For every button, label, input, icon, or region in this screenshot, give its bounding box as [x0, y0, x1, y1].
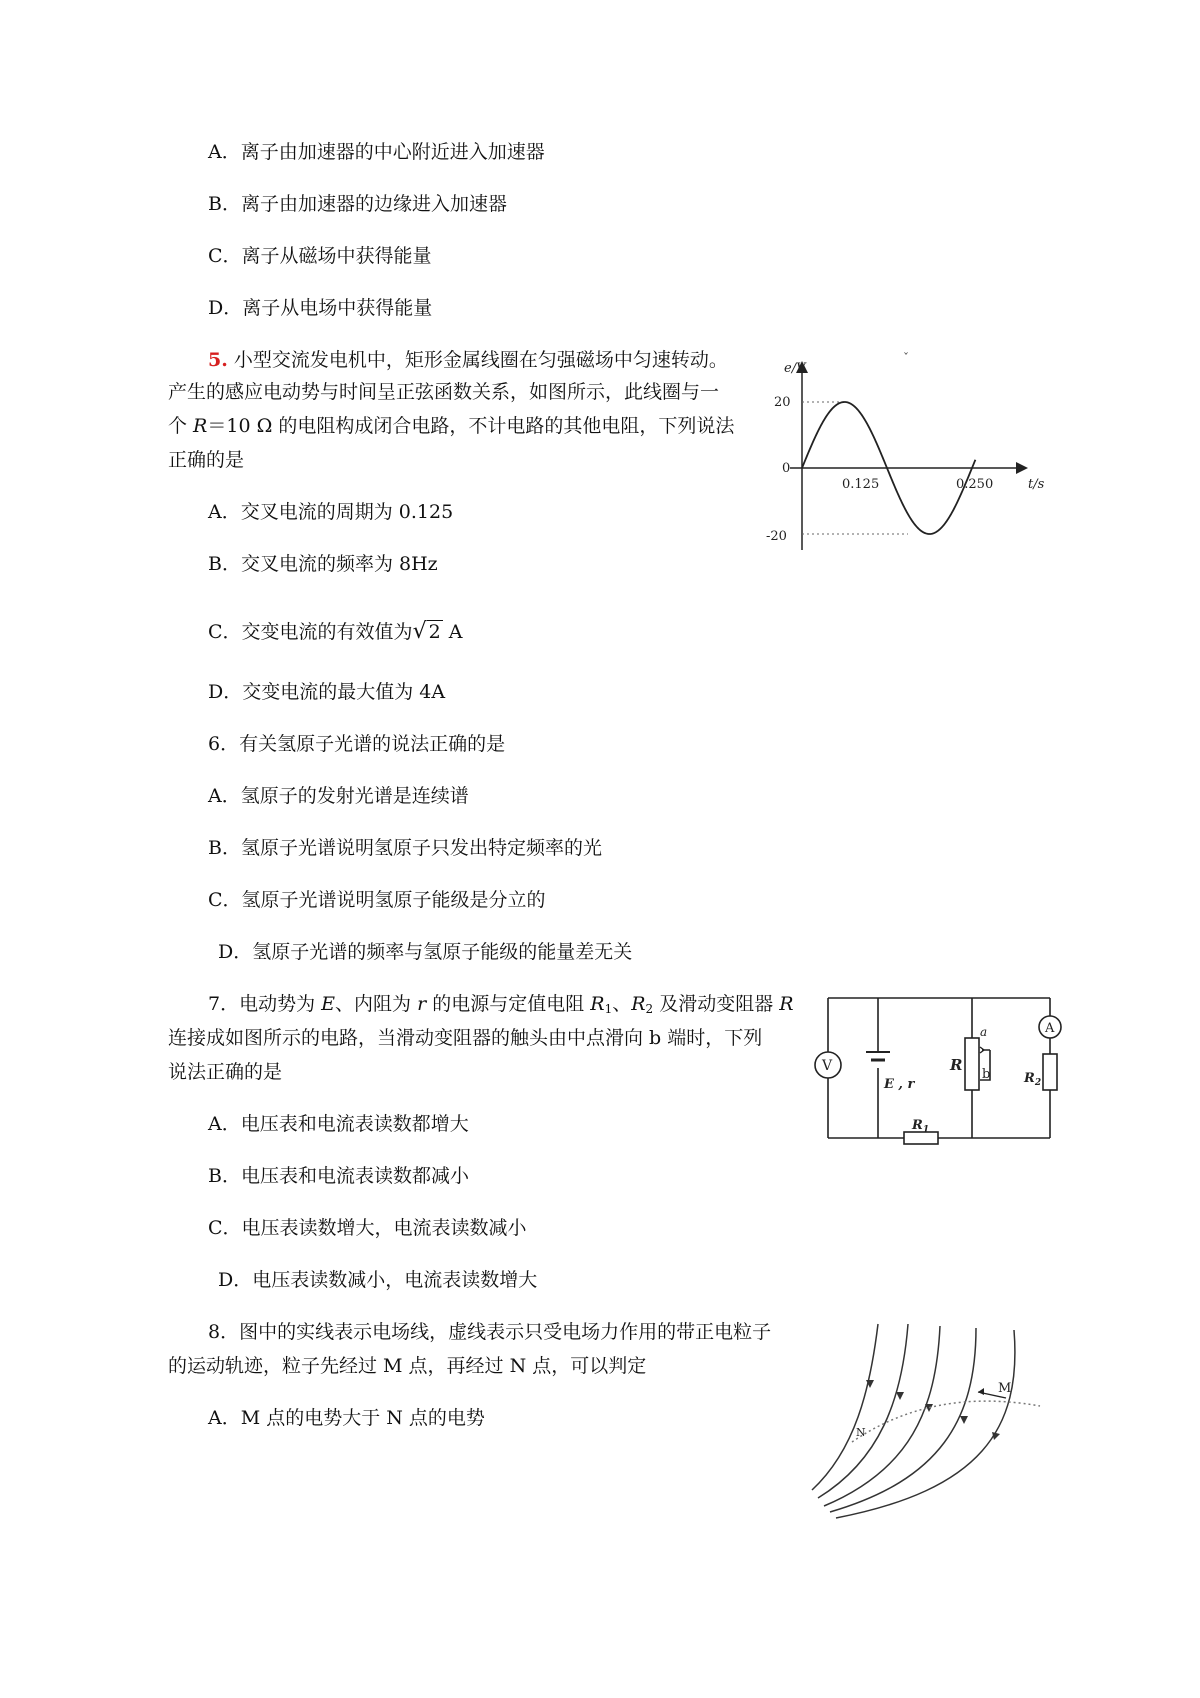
x-tick-0125: 0.125	[842, 477, 880, 492]
field-line-4	[830, 1328, 976, 1512]
y-tick-20: 20	[774, 395, 791, 410]
q7-number: 7．	[208, 993, 240, 1015]
y-tick-0: 0	[782, 461, 791, 476]
q5-sine-graph	[760, 350, 1060, 560]
ammeter-label: A	[1045, 1021, 1055, 1036]
q7-circuit-diagram	[800, 990, 1100, 1150]
q8-stem-line1: 8．图中的实线表示电场线，虚线表示只受电场力作用的带正电粒子	[208, 1321, 772, 1343]
q5-option-b: B．交叉电流的频率为 8Hz	[208, 553, 438, 575]
q5-option-a: A．交叉电流的周期为 0.125	[208, 501, 454, 523]
q7-stem-line1: 7．电动势为 E、内阻为 r 的电源与定值电阻 $R_1$、$R_2$ 及滑动变阻器 R	[208, 993, 794, 1016]
q5-option-d: D．交变电流的最大值为 4A	[208, 681, 446, 703]
q6-option-a: A．氢原子的发射光谱是连续谱	[208, 785, 469, 807]
field-line-2	[818, 1324, 908, 1498]
source-label: E , r	[884, 1077, 915, 1092]
q6-option-d: D．氢原子光谱的频率与氢原子能级的能量差无关	[218, 941, 633, 963]
tick-mark: ˇ	[903, 351, 909, 365]
q4-option-d: D．离子从电场中获得能量	[208, 297, 433, 319]
q6-number: 6．	[208, 733, 240, 755]
q5-stem-line4: 正确的是	[168, 449, 245, 471]
q5-option-c: C．交变电流的有效值为√ 2 A	[208, 619, 463, 644]
rheostat-label: R	[950, 1056, 963, 1074]
q8-stem-line2: 的运动轨迹，粒子先经过 M 点，再经过 N 点，可以判定	[168, 1355, 647, 1377]
q7-option-d: D．电压表读数减小，电流表读数增大	[218, 1269, 538, 1291]
r1-label: $R_1$	[912, 1118, 930, 1135]
field-line-1	[812, 1324, 878, 1490]
voltmeter-label: V	[822, 1058, 833, 1074]
radicand: 2	[428, 621, 441, 643]
q4-option-b: B．离子由加速器的边缘进入加速器	[208, 193, 507, 215]
q5-stem-line3: 个 R＝10 Ω 的电阻构成闭合电路，不计电路的其他电阻，下列说法	[168, 415, 735, 437]
q8-number: 8．	[208, 1321, 240, 1343]
q5-stem-line2: 产生的感应电动势与时间呈正弦函数关系，如图所示，此线圈与一	[168, 381, 720, 403]
arrow-icon	[992, 1432, 1000, 1440]
q5-number: 5.	[208, 349, 228, 371]
q8-option-a: A．M 点的电势大于 N 点的电势	[208, 1407, 485, 1429]
trajectory-dotted	[852, 1401, 1040, 1442]
q6-option-c: C．氢原子光谱说明氢原子能级是分立的	[208, 889, 546, 911]
x-axis-label: t/s	[1028, 477, 1045, 492]
r2-label: $R_2$	[1024, 1071, 1042, 1088]
q7-option-a: A．电压表和电流表读数都增大	[208, 1113, 469, 1135]
y-tick-neg20: -20	[766, 529, 787, 544]
q4-option-a: A．离子由加速器的中心附近进入加速器	[208, 141, 545, 163]
q6-option-b: B．氢原子光谱说明氢原子只发出特定频率的光	[208, 837, 602, 859]
field-line-5	[836, 1330, 1015, 1518]
sqrt-sign: √	[412, 619, 427, 644]
y-axis-label: e/V	[784, 361, 806, 376]
point-m-label: M	[998, 1381, 1012, 1396]
point-n-label: N	[856, 1426, 866, 1439]
q8-field-lines-figure	[800, 1320, 1060, 1520]
x-tick-0250: 0.250	[956, 477, 994, 492]
q7-stem-line2: 连接成如图所示的电路，当滑动变阻器的触头由中点滑向 b 端时，下列	[168, 1027, 763, 1049]
q6-stem: 6．有关氢原子光谱的说法正确的是	[208, 733, 506, 755]
rheostat-end-b: b	[982, 1067, 991, 1082]
arrow-icon	[896, 1392, 904, 1400]
rheostat-end-a: a	[980, 1025, 988, 1039]
q7-option-c: C．电压表读数增大，电流表读数减小	[208, 1217, 527, 1239]
q7-stem-line3: 说法正确的是	[168, 1061, 283, 1083]
field-line-3	[824, 1326, 940, 1506]
q7-option-b: B．电压表和电流表读数都减小	[208, 1165, 469, 1187]
q5-stem-line1: 5. 小型交流发电机中，矩形金属线圈在匀强磁场中匀速转动。	[208, 349, 728, 371]
q4-option-c: C．离子从磁场中获得能量	[208, 245, 432, 267]
arrow-icon	[960, 1416, 968, 1424]
